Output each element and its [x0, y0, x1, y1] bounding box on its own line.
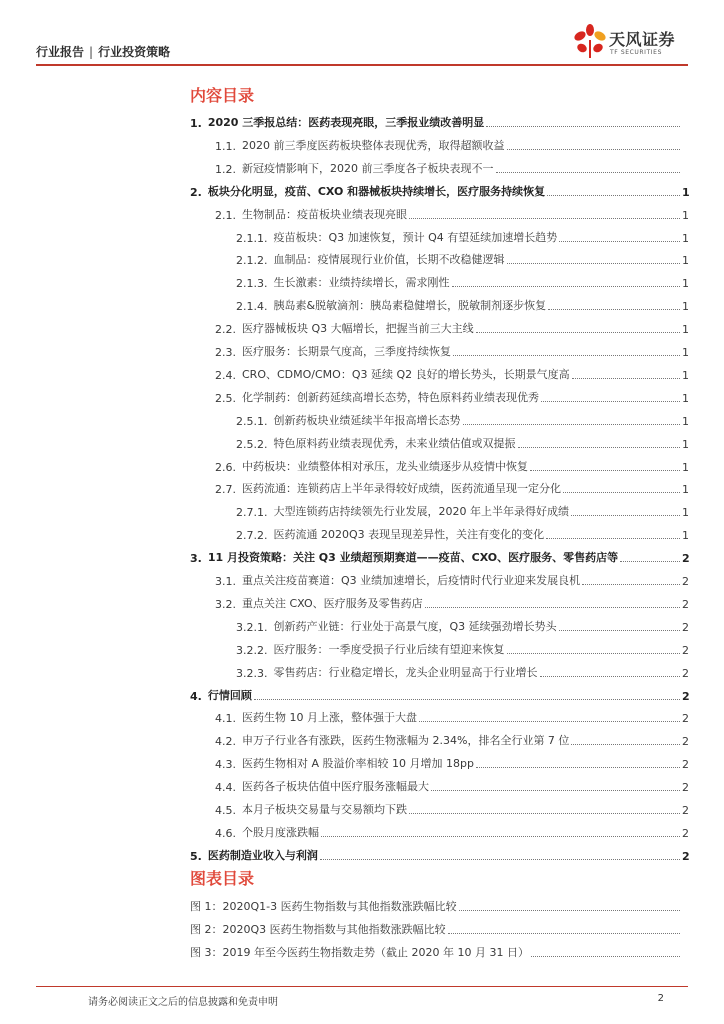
- toc-entry-page: 1: [682, 506, 689, 520]
- toc-entry-number: 2.7.1.: [236, 506, 268, 520]
- toc-entry-text: 大型连锁药店持续领先行业发展，2020 年上半年录得好成绩: [273, 505, 569, 519]
- toc-entry-text: 医药生物相对 A 股溢价率相较 10 月增加 18pp: [242, 757, 474, 771]
- toc-entry-number: 1.1.: [215, 139, 236, 153]
- figures-title: 图表目录: [190, 869, 255, 888]
- toc-leader-dots: [320, 859, 680, 860]
- toc-entry-page: 2: [682, 758, 689, 772]
- toc-entry-number: 3.1.: [215, 575, 236, 588]
- toc-entry-number: 3.2.1.: [236, 620, 268, 634]
- toc-entry-level-3[interactable]: [236, 223, 688, 245]
- toc-entry-level-1[interactable]: [190, 841, 688, 863]
- toc-entry-page: 2: [682, 781, 689, 795]
- toc-entry-text: 医疗服务：长期景气度高，三季度持续恢复: [242, 345, 451, 358]
- toc-entry-number: 2.7.: [215, 483, 236, 497]
- toc-entry-level-2[interactable]: [215, 154, 688, 176]
- figure-entry[interactable]: [190, 892, 688, 914]
- toc-entry-text: 血制品：疫情展现行业价值，长期不改稳健逻辑: [273, 253, 505, 267]
- toc-entry-page: 1: [682, 346, 689, 359]
- toc-entry-page: 1: [682, 460, 689, 474]
- toc-entry-level-1[interactable]: [190, 681, 688, 703]
- figure-leader-dots: [459, 910, 680, 911]
- toc-entry-level-2[interactable]: [215, 795, 688, 817]
- toc-entry-number: 2.4.: [215, 368, 236, 382]
- toc-entry-text: 医疗器械板块 Q3 大幅增长，把握当前三大主线: [242, 322, 474, 336]
- toc-entry-number: 2.2.: [215, 323, 236, 337]
- toc-leader-dots: [571, 515, 680, 516]
- toc-entry-number: 4.3.: [215, 758, 236, 772]
- toc-entry-level-2[interactable]: [215, 818, 688, 840]
- toc-leader-dots: [507, 149, 681, 150]
- toc-entry-number: 3.2.3.: [236, 666, 268, 680]
- toc-entry-page: 2: [682, 689, 690, 703]
- toc-leader-dots: [507, 263, 681, 264]
- toc-entry-page: 1: [682, 277, 689, 291]
- toc-entry-text: 医药流通 2020Q3 表现呈现差异性，关注有变化的变化: [273, 528, 545, 542]
- figure-entry[interactable]: [190, 938, 688, 960]
- toc-leader-dots: [496, 172, 681, 173]
- toc-entry-number: 2.1.: [215, 208, 236, 222]
- toc-entry-number: 4.: [190, 689, 202, 703]
- toc-entry-level-2[interactable]: [215, 314, 688, 336]
- toc-entry-level-1[interactable]: [190, 108, 688, 130]
- toc-entry-level-2[interactable]: [215, 131, 688, 153]
- toc-entry-level-2[interactable]: [215, 566, 688, 588]
- toc-entry-page: 1: [682, 437, 689, 451]
- toc-leader-dots: [453, 355, 680, 356]
- toc-leader-dots: [476, 767, 680, 768]
- toc-entry-level-2[interactable]: [215, 360, 688, 382]
- toc-leader-dots: [582, 584, 680, 585]
- toc-title: 内容目录: [190, 86, 255, 105]
- toc-entry-number: 4.5.: [215, 804, 236, 817]
- toc-leader-dots: [254, 699, 680, 700]
- toc-entry-page: 2: [682, 849, 690, 863]
- toc-entry-text: 11 月投资策略：关注 Q3 业绩超预期赛道——疫苗、CXO、医疗服务、零售药店等: [207, 551, 619, 565]
- header-report-type: 行业报告: [36, 45, 85, 59]
- toc-entry-text: 生物制品：疫苗板块业绩表现亮眼: [242, 207, 407, 221]
- toc-entry-page: 2: [682, 666, 689, 680]
- toc-entry-level-2[interactable]: [215, 772, 688, 794]
- toc-entry-text: CRO、CDMO/CMO：Q3 延续 Q2 良好的增长势头，长期景气度高: [242, 367, 570, 381]
- toc-entry-text: 行情回顾: [207, 688, 252, 702]
- toc-entry-page: 2: [682, 575, 689, 588]
- toc-leader-dots: [452, 286, 681, 287]
- toc-entry-number: 2.1.2.: [236, 254, 268, 268]
- toc-entry-page: 1: [682, 368, 689, 382]
- toc-leader-dots: [571, 744, 680, 745]
- toc-entry-page: 2: [682, 735, 689, 749]
- toc-entry-level-3[interactable]: [236, 635, 688, 657]
- toc-entry-level-3[interactable]: [236, 406, 688, 428]
- toc-entry-text: 医药生物 10 月上涨，整体强于大盘: [242, 711, 417, 725]
- toc-entry-text: 医疗服务：一季度受损子行业后续有望迎来恢复: [273, 642, 505, 656]
- toc-entry-number: 2.3.: [215, 346, 236, 359]
- figure-entry-number: 图 2：: [190, 923, 223, 936]
- toc-entry-page: 1: [682, 208, 689, 222]
- toc-entry-number: 4.1.: [215, 712, 236, 726]
- logo-english-name: TF SECURITIES: [610, 49, 662, 56]
- toc-entry-text: 中药板块：业绩整体相对承压，龙头业绩逐步从疫情中恢复: [242, 459, 528, 473]
- toc-entry-text: 重点关注疫苗赛道：Q3 业绩加速增长，后疫情时代行业迎来发展良机: [242, 574, 581, 587]
- toc-entry-level-1[interactable]: [190, 177, 688, 199]
- toc-entry-text: 2020 三季报总结：医药表现亮眼，三季报业绩改善明显: [207, 116, 485, 129]
- toc-entry-text: 胰岛素&脱敏滴剂：胰岛素稳健增长，脱敏制剂逐步恢复: [273, 299, 547, 313]
- company-logo: [572, 22, 692, 62]
- toc-entry-text: 2020 前三季度医药板块整体表现优秀，取得超额收益: [242, 138, 505, 152]
- toc-entry-number: 4.2.: [215, 735, 236, 749]
- toc-entry-number: 2.1.1.: [236, 231, 268, 245]
- header-report-subtype: 行业投资策略: [98, 45, 171, 59]
- toc-leader-dots: [507, 653, 681, 654]
- toc-entry-page: 1: [682, 323, 689, 337]
- toc-entry-text: 医药制造业收入与利润: [207, 848, 318, 862]
- toc-entry-text: 板块分化明显，疫苗、CXO 和器械板块持续增长，医疗服务持续恢复: [207, 184, 546, 198]
- figure-leader-dots: [448, 933, 680, 934]
- toc-entry-level-2[interactable]: [215, 200, 688, 222]
- toc-entry-text: 本月子板块交易量与交易额均下跌: [242, 803, 407, 816]
- tf-flower-logo-icon: [572, 22, 608, 60]
- toc-entry-number: 2.6.: [215, 460, 236, 474]
- figure-entry-text: 2020Q1-3 医药生物指数与其他指数涨跌幅比较: [222, 900, 457, 913]
- toc-entry-text: 生长激素：业绩持续增长，需求刚性: [273, 276, 450, 290]
- toc-entry-page: 1: [682, 185, 690, 199]
- toc-entry-level-2[interactable]: [215, 452, 688, 474]
- toc-leader-dots: [530, 470, 680, 471]
- toc-leader-dots: [518, 447, 681, 448]
- toc-leader-dots: [563, 492, 680, 493]
- toc-entry-page: 1: [682, 231, 689, 245]
- toc-entry-level-2[interactable]: [215, 474, 688, 496]
- toc-entry-text: 个股月度涨跌幅: [242, 825, 319, 839]
- toc-entry-number: 2.1.4.: [236, 300, 268, 314]
- footer-disclaimer: 请务必阅读正文之后的信息披露和免责申明: [88, 997, 278, 1008]
- toc-leader-dots: [409, 218, 680, 219]
- toc-leader-dots: [572, 378, 680, 379]
- toc-entry-text: 重点关注 CXO、医疗服务及零售药店: [242, 596, 423, 610]
- toc-leader-dots: [547, 195, 680, 196]
- toc-entry-text: 特色原料药业绩表现优秀，未来业绩估值或双提振: [273, 436, 516, 450]
- toc-entry-page: 2: [682, 597, 689, 611]
- toc-leader-dots: [486, 126, 680, 127]
- toc-entry-page: 1: [682, 391, 689, 405]
- header-separator: |: [89, 45, 94, 59]
- toc-leader-dots: [620, 561, 680, 562]
- logo-chinese-name: 天风证券: [609, 30, 676, 49]
- toc-leader-dots: [541, 401, 680, 402]
- toc-entry-number: 5.: [190, 849, 202, 863]
- toc-entry-level-2[interactable]: [215, 383, 688, 405]
- header-divider: [36, 64, 688, 66]
- toc-leader-dots: [548, 309, 680, 310]
- toc-entry-page: 2: [682, 620, 689, 634]
- toc-leader-dots: [409, 813, 680, 814]
- toc-entry-number: 2.: [190, 185, 202, 199]
- toc-entry-text: 零售药店：行业稳定增长，龙头企业明显高于行业增长: [273, 665, 538, 679]
- toc-leader-dots: [559, 241, 680, 242]
- toc-entry-level-3[interactable]: [236, 612, 688, 634]
- toc-entry-number: 2.7.2.: [236, 529, 268, 543]
- toc-entry-text: 医药流通：连锁药店上半年录得较好成绩，医药流通呈现一定分化: [242, 482, 561, 496]
- toc-entry-level-3[interactable]: [236, 497, 688, 519]
- toc-leader-dots: [559, 630, 680, 631]
- figure-entry-text: 2020Q3 医药生物指数与其他指数涨跌幅比较: [222, 923, 446, 936]
- toc-entry-level-2[interactable]: [215, 749, 688, 771]
- toc-entry-page: 2: [682, 552, 690, 566]
- toc-entry-level-3[interactable]: [236, 658, 688, 680]
- toc-entry-level-2[interactable]: [215, 726, 688, 748]
- header-breadcrumb: [36, 43, 170, 60]
- toc-entry-number: 2.5.2.: [236, 437, 268, 451]
- toc-entry-number: 3.2.2.: [236, 643, 268, 657]
- toc-entry-text: 申万子行业各有涨跌，医药生物涨幅为 2.34%，排名全行业第 7 位: [242, 734, 570, 748]
- toc-entry-page: 2: [682, 804, 689, 817]
- toc-leader-dots: [425, 607, 680, 608]
- toc-leader-dots: [540, 676, 681, 677]
- toc-entry-text: 医药各子板块估值中医疗服务涨幅最大: [242, 780, 429, 794]
- toc-entry-number: 1.2.: [215, 162, 236, 176]
- toc-entry-number: 3.: [190, 552, 202, 566]
- toc-entry-page: 2: [682, 643, 689, 657]
- toc-entry-level-2[interactable]: [215, 337, 688, 359]
- toc-leader-dots: [546, 538, 680, 539]
- toc-leader-dots: [476, 332, 680, 333]
- toc-entry-number: 3.2.: [215, 597, 236, 611]
- toc-entry-text: 创新药板块业绩延续半年报高增长态势: [273, 413, 461, 427]
- toc-entry-text: 疫苗板块：Q3 加速恢复，预计 Q4 有望延续加速增长趋势: [273, 230, 558, 244]
- toc-entry-text: 创新药产业链：行业处于高景气度，Q3 延续强劲增长势头: [273, 619, 557, 633]
- figure-entry[interactable]: [190, 915, 688, 937]
- toc-entry-level-2[interactable]: [215, 703, 688, 725]
- footer-divider: [36, 986, 688, 987]
- toc-leader-dots: [463, 424, 681, 425]
- toc-entry-number: 2.1.3.: [236, 277, 268, 291]
- toc-entry-page: 2: [682, 826, 689, 840]
- toc-entry-number: 4.4.: [215, 781, 236, 795]
- page-number: 2: [657, 993, 664, 1004]
- toc-entry-page: 1: [682, 483, 689, 497]
- toc-entry-number: 1.: [190, 117, 202, 130]
- toc-entry-text: 新冠疫情影响下，2020 前三季度各子板块表现不一: [242, 161, 494, 175]
- toc-entry-number: 2.5.: [215, 391, 236, 405]
- toc-entry-level-1[interactable]: [190, 543, 688, 565]
- figure-entry-number: 图 1：: [190, 900, 223, 913]
- toc-entry-level-3[interactable]: [236, 429, 688, 451]
- toc-leader-dots: [419, 721, 680, 722]
- toc-leader-dots: [431, 790, 680, 791]
- toc-entry-page: 1: [682, 529, 689, 543]
- figure-leader-dots: [531, 956, 680, 957]
- toc-entry-text: 化学制药：创新药延续高增长态势，特色原料药业绩表现优秀: [242, 390, 539, 404]
- toc-entry-page: 2: [682, 712, 689, 726]
- toc-entry-level-3[interactable]: [236, 268, 688, 290]
- toc-entry-number: 2.5.1.: [236, 414, 268, 428]
- toc-leader-dots: [321, 836, 680, 837]
- figure-entry-text: 2019 年至今医药生物指数走势（截止 2020 年 10 月 31 日）: [222, 946, 529, 959]
- toc-entry-page: 1: [682, 300, 689, 314]
- toc-entry-number: 4.6.: [215, 826, 236, 840]
- toc-entry-page: 1: [682, 254, 689, 268]
- toc-entry-level-3[interactable]: [236, 520, 688, 542]
- figure-entry-number: 图 3：: [190, 946, 223, 959]
- toc-entry-level-3[interactable]: [236, 245, 688, 267]
- toc-entry-level-3[interactable]: [236, 291, 688, 313]
- toc-entry-level-2[interactable]: [215, 589, 688, 611]
- toc-entry-page: 1: [682, 414, 689, 428]
